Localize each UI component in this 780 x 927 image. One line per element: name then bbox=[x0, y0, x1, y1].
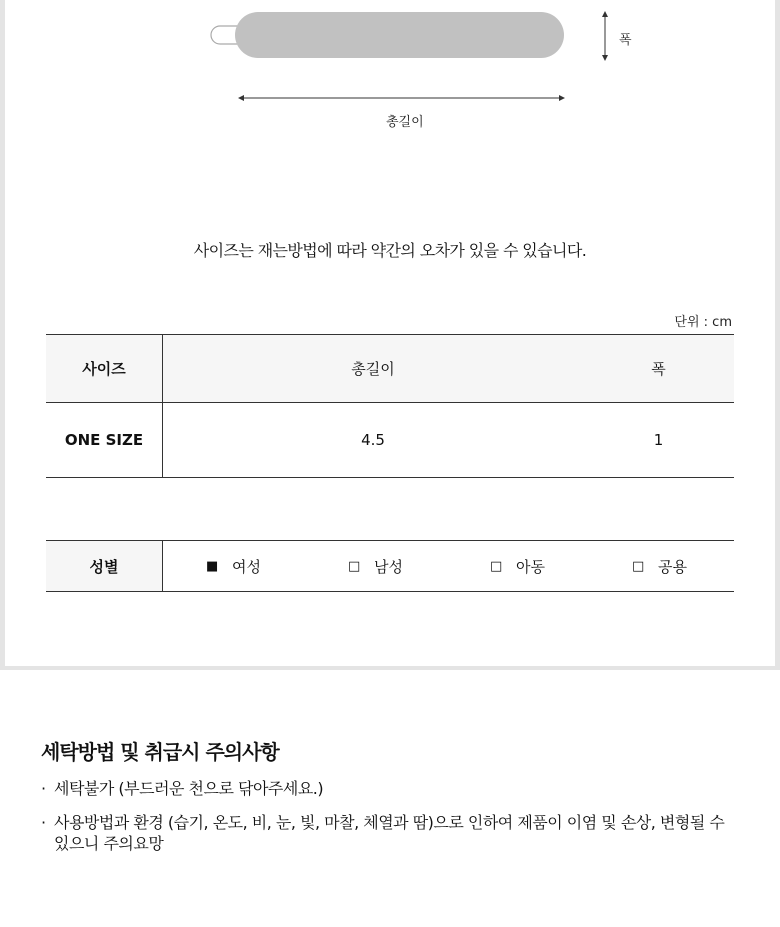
care-title: 세탁방법 및 취급시 주의사항 bbox=[41, 740, 279, 764]
cell-size: ONE SIZE bbox=[46, 403, 163, 478]
gender-label: 성별 bbox=[46, 541, 163, 592]
header-size: 사이즈 bbox=[46, 335, 163, 403]
gender-option-male bbox=[306, 556, 448, 577]
gender-option-female bbox=[164, 556, 306, 577]
gender-option-unisex bbox=[590, 556, 732, 577]
cell-length: 4.5 bbox=[163, 403, 584, 478]
gender-option-label: 아동 bbox=[516, 557, 545, 576]
size-table bbox=[46, 334, 734, 478]
size-notice: 사이즈는 재는방법에 따라 약간의 오차가 있을 수 있습니다. bbox=[193, 241, 587, 260]
care-list bbox=[41, 778, 731, 867]
gender-option-label: 여성 bbox=[232, 557, 261, 576]
list-item bbox=[41, 812, 731, 854]
care-item-text: 세탁불가 (부드러운 천으로 닦아주세요.) bbox=[54, 779, 324, 798]
checkbox-checked-icon: ■ bbox=[206, 558, 219, 574]
width-label: 폭 bbox=[619, 33, 632, 48]
length-label: 총길이 bbox=[386, 115, 424, 130]
header-width: 폭 bbox=[583, 335, 734, 403]
care-item-text: 사용방법과 환경 (습기, 온도, 비, 눈, 빛, 마찰, 체열과 땀)으로 인하여 제품이 이염 및 손상, 변형될 수 있으니 주의요망 bbox=[54, 813, 725, 853]
list-item bbox=[41, 778, 731, 799]
checkbox-empty-icon: □ bbox=[490, 558, 503, 574]
gender-table bbox=[46, 540, 734, 592]
hair-clip-illustration bbox=[211, 12, 564, 58]
checkbox-empty-icon: □ bbox=[632, 558, 645, 574]
gender-options bbox=[163, 541, 735, 592]
length-arrow bbox=[238, 95, 565, 101]
bullet-icon: · bbox=[41, 779, 46, 798]
table-row bbox=[46, 403, 734, 478]
header-length: 총길이 bbox=[163, 335, 584, 403]
cell-width: 1 bbox=[583, 403, 734, 478]
size-table-header bbox=[46, 335, 734, 403]
bullet-icon: · bbox=[41, 813, 46, 832]
unit-label: 단위 : cm bbox=[674, 315, 732, 330]
checkbox-empty-icon: □ bbox=[348, 558, 361, 574]
gender-option-label: 공용 bbox=[658, 557, 687, 576]
width-arrow bbox=[602, 11, 608, 61]
gender-option-label: 남성 bbox=[374, 557, 403, 576]
gender-option-kids bbox=[448, 556, 590, 577]
